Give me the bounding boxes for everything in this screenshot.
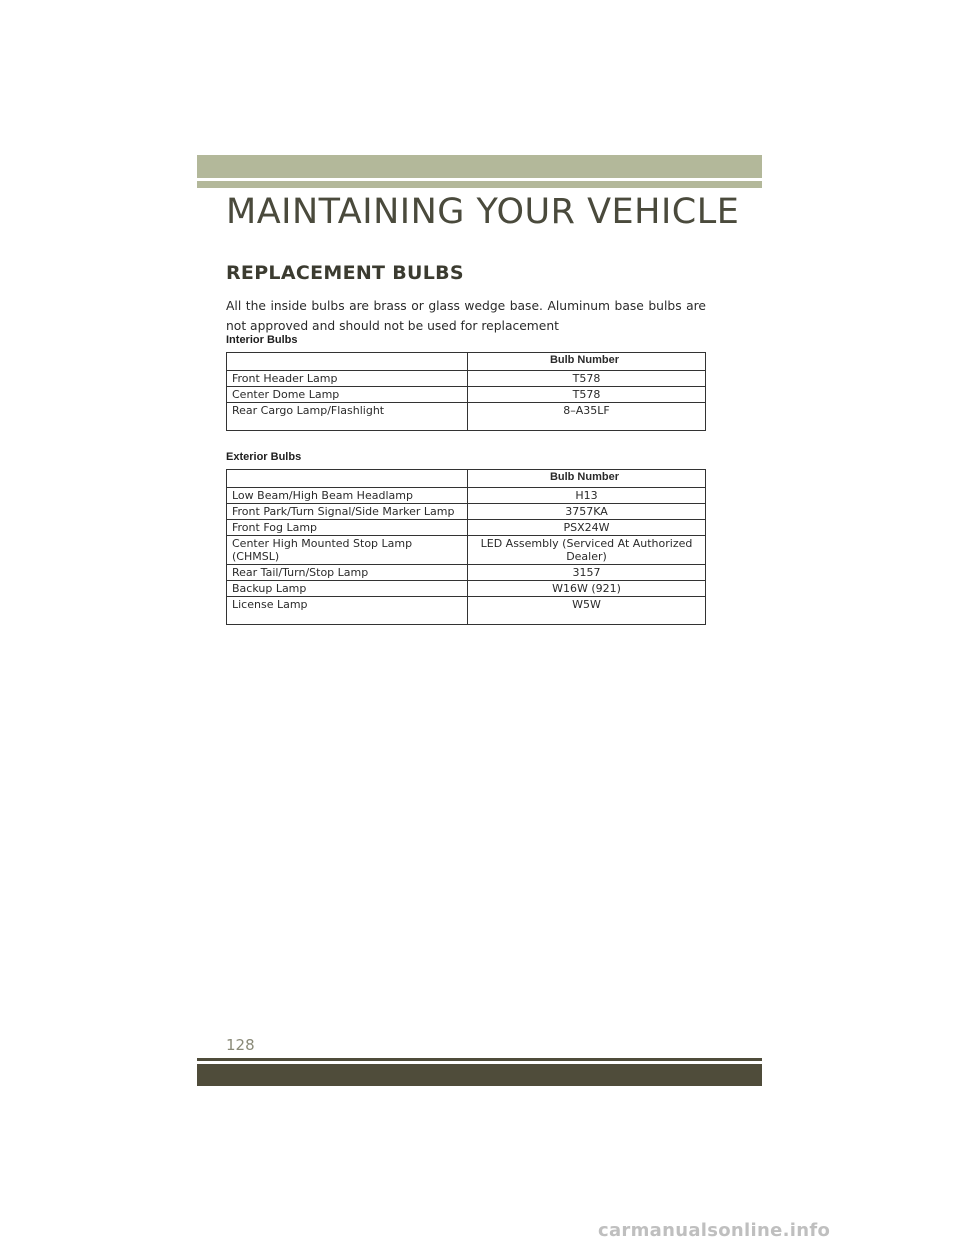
intro-paragraph: All the inside bulbs are brass or glass wedge base. Aluminum base bulbs are not approved and should not be used for replacement bbox=[226, 299, 706, 333]
lamp-name: Backup Lamp bbox=[227, 581, 468, 597]
bulb-number: W5W bbox=[468, 597, 706, 625]
table-row bbox=[227, 403, 706, 431]
bulb-number: T578 bbox=[468, 371, 706, 387]
lamp-name: Center Dome Lamp bbox=[227, 387, 468, 403]
bulb-number: LED Assembly (Serviced At Authorized Dealer) bbox=[468, 536, 706, 565]
bulb-number: 8–A35LF bbox=[468, 403, 706, 431]
bulb-number: 3157 bbox=[468, 565, 706, 581]
bulb-number: PSX24W bbox=[468, 520, 706, 536]
page-heading: REPLACEMENT BULBS bbox=[226, 262, 464, 284]
exterior-bulbs-caption: Exterior Bulbs bbox=[226, 451, 302, 463]
table-row bbox=[227, 520, 706, 536]
table-header-row bbox=[227, 353, 706, 371]
lamp-name: Rear Tail/Turn/Stop Lamp bbox=[227, 565, 468, 581]
section-title: MAINTAINING YOUR VEHICLE bbox=[226, 192, 740, 232]
bulb-number-header: Bulb Number bbox=[468, 353, 706, 371]
table-header-row bbox=[227, 470, 706, 488]
interior-bulbs-table bbox=[226, 352, 706, 431]
bulb-number: H13 bbox=[468, 488, 706, 504]
footer-rule bbox=[197, 1058, 762, 1061]
page-number: 128 bbox=[226, 1036, 255, 1054]
table-row bbox=[227, 581, 706, 597]
exterior-bulbs-table bbox=[226, 469, 706, 625]
bulb-number: 3757KA bbox=[468, 504, 706, 520]
lamp-name: Center High Mounted Stop Lamp (CHMSL) bbox=[227, 536, 468, 565]
bulb-number-header: Bulb Number bbox=[468, 470, 706, 488]
table-row bbox=[227, 597, 706, 625]
lamp-name: Front Fog Lamp bbox=[227, 520, 468, 536]
watermark: carmanualsonline.info bbox=[598, 1220, 831, 1241]
table-header-blank bbox=[227, 470, 468, 488]
table-header-blank bbox=[227, 353, 468, 371]
lamp-name: License Lamp bbox=[227, 597, 468, 625]
interior-bulbs-caption: Interior Bulbs bbox=[226, 334, 298, 346]
table-row bbox=[227, 488, 706, 504]
bulb-number: W16W (921) bbox=[468, 581, 706, 597]
bulb-number: T578 bbox=[468, 387, 706, 403]
lamp-name: Front Park/Turn Signal/Side Marker Lamp bbox=[227, 504, 468, 520]
table-row bbox=[227, 565, 706, 581]
lamp-name: Low Beam/High Beam Headlamp bbox=[227, 488, 468, 504]
lamp-name: Rear Cargo Lamp/Flashlight bbox=[227, 403, 468, 431]
table-row bbox=[227, 371, 706, 387]
header-rule bbox=[197, 181, 762, 188]
table-row bbox=[227, 387, 706, 403]
lamp-name: Front Header Lamp bbox=[227, 371, 468, 387]
header-band bbox=[197, 155, 762, 178]
table-row bbox=[227, 504, 706, 520]
table-row bbox=[227, 536, 706, 565]
footer-band bbox=[197, 1064, 762, 1086]
